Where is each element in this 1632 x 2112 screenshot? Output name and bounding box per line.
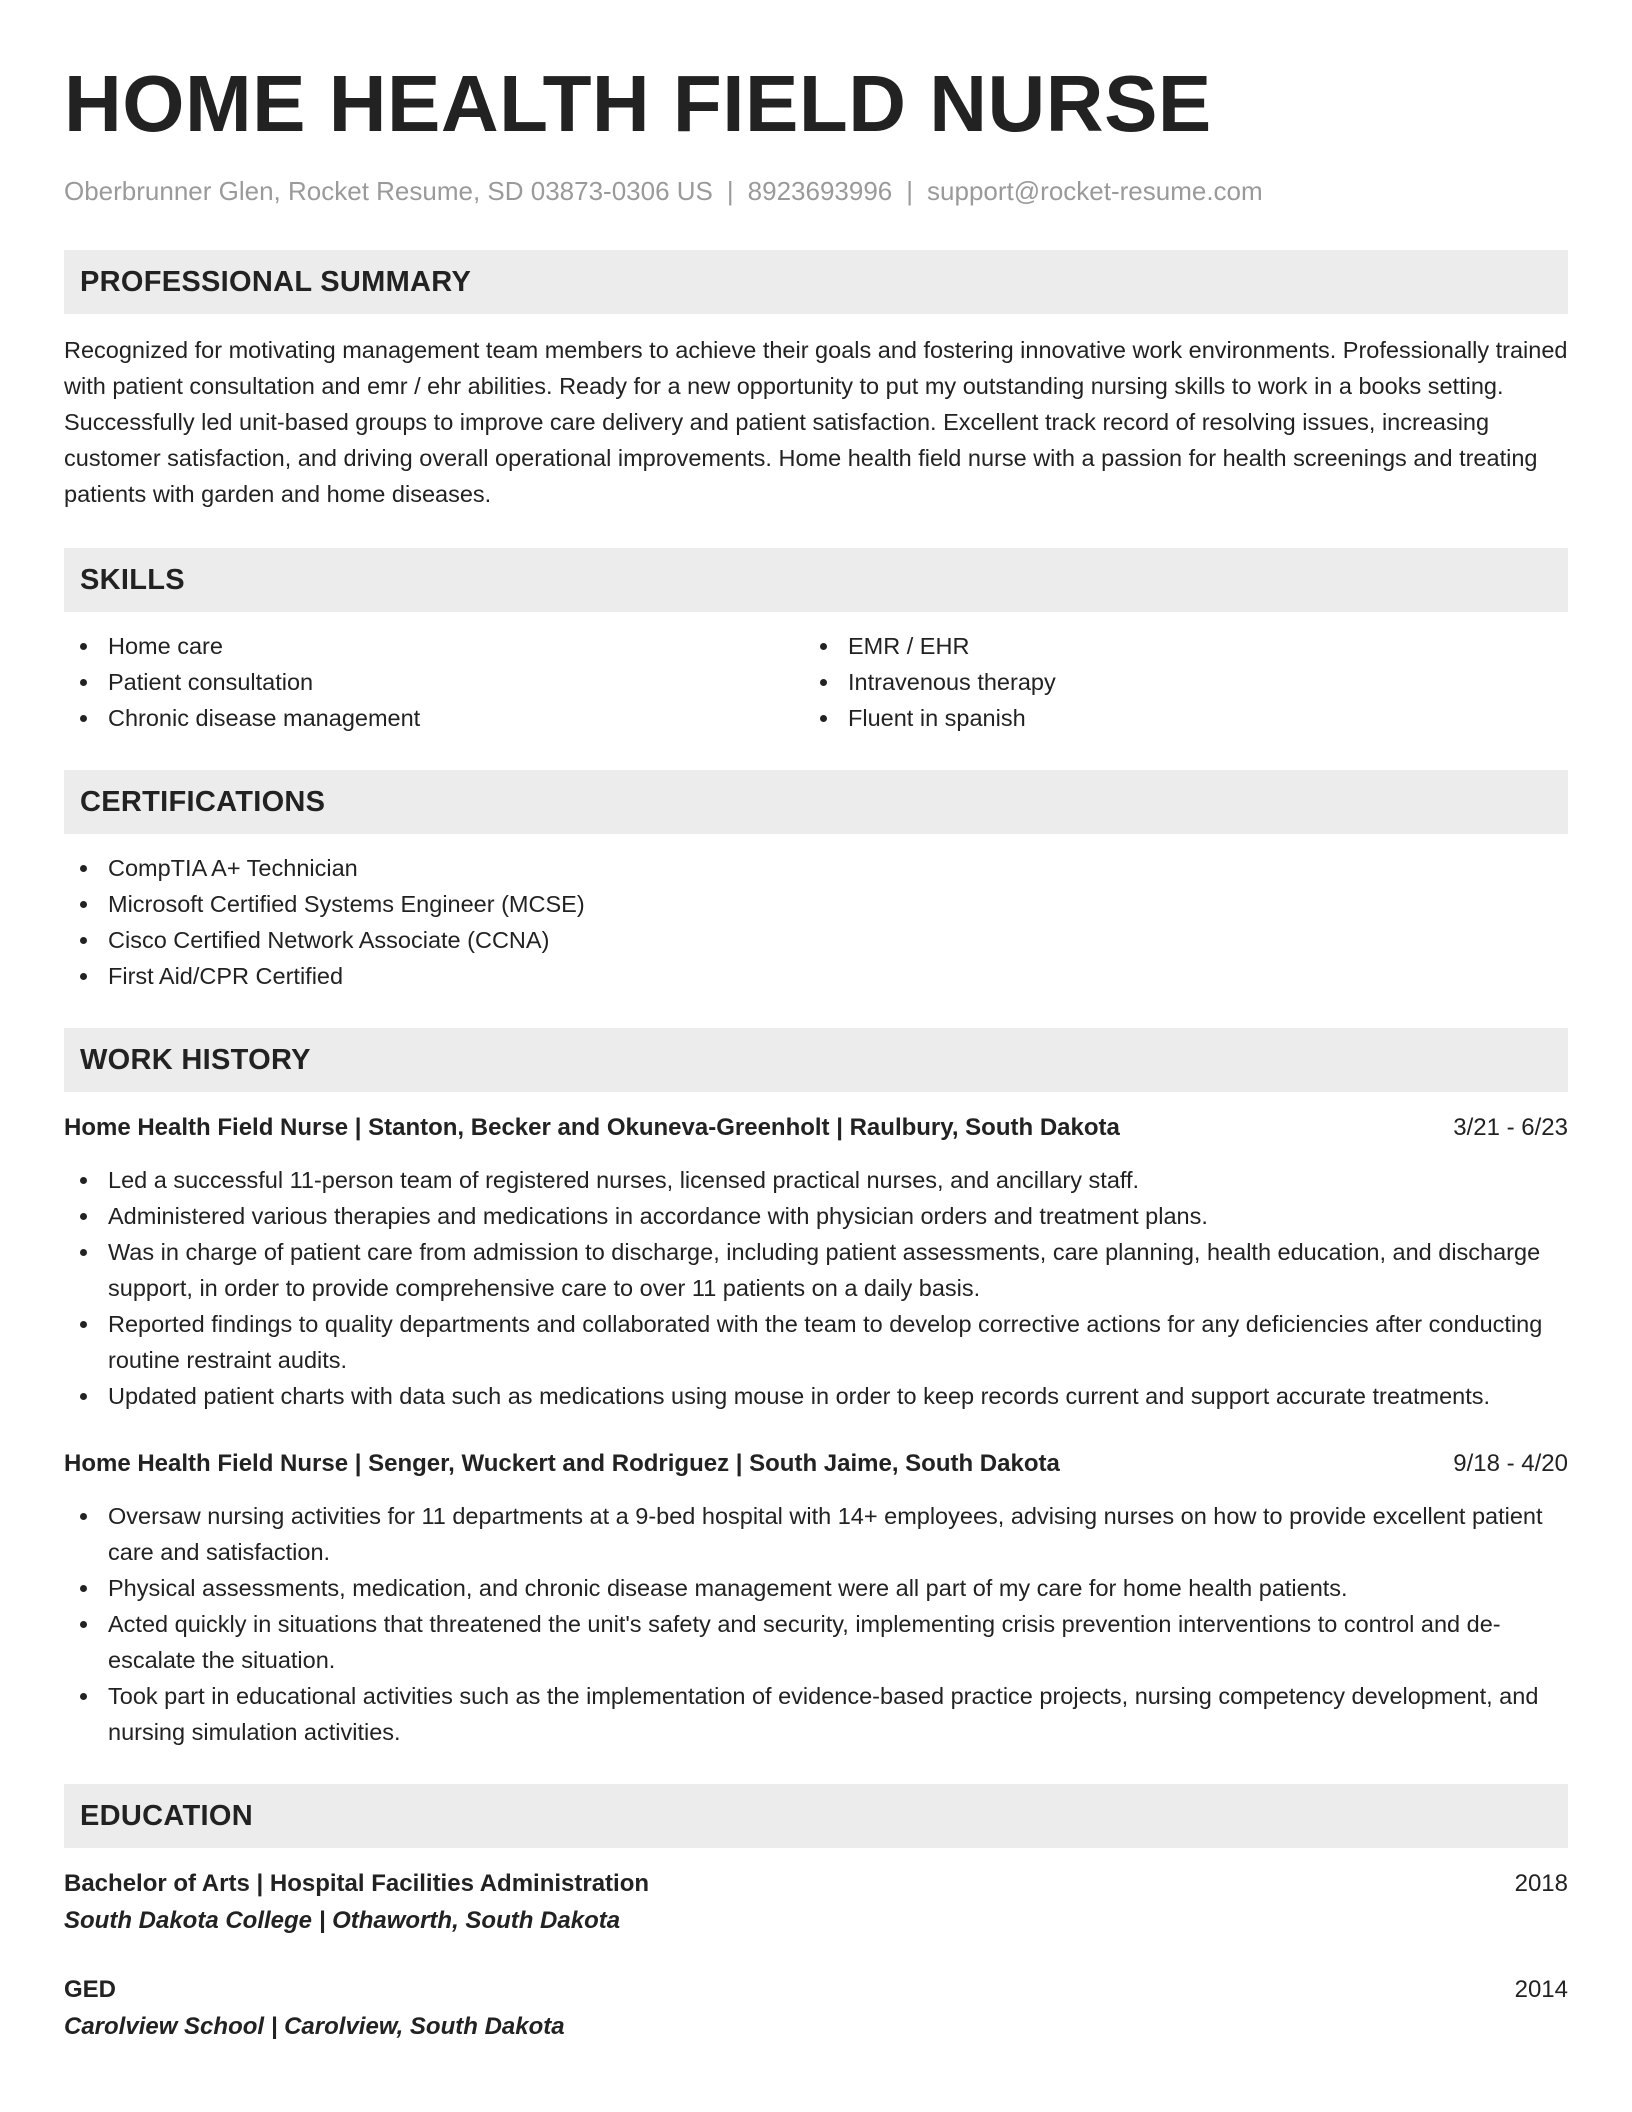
job-bullet: Reported findings to quality departments and collaborated with the team to develop corrective actions for any deficiencies after conducting routine restraint audits. xyxy=(64,1306,1568,1378)
job-bullet: Physical assessments, medication, and chronic disease management were all part of my care for home health patients. xyxy=(64,1570,1568,1606)
contact-email: support@rocket-resume.com xyxy=(927,176,1263,206)
summary-text: Recognized for motivating management team members to achieve their goals and fostering innovative work environments. Professionally trained with patient consultation and emr / ehr abilities. Ready for a new opportunity to put my outstanding nursing skills to work in a books setting. Successfully led unit-based groups to improve care delivery and patient satisfaction. Excellent track record of resolving issues, increasing customer satisfaction, and driving overall operational improvements. Home health field nurse with a passion for health screenings and treating patients with garden and home diseases. xyxy=(64,337,1568,507)
job-bullet: Led a successful 11-person team of registered nurses, licensed practical nurses, and ancillary staff. xyxy=(64,1162,1568,1198)
skill-item: Home care xyxy=(64,628,804,664)
skill-item: Intravenous therapy xyxy=(804,664,1544,700)
education-year: 2018 xyxy=(1514,1870,1568,1897)
contact-separator: | xyxy=(726,176,734,206)
certifications-section xyxy=(64,770,1568,994)
education-heading-row xyxy=(64,1866,1568,1902)
skill-item: Patient consultation xyxy=(64,664,804,700)
skills-right-list xyxy=(804,628,1544,736)
education-entry xyxy=(64,1866,1568,1940)
contact-phone: 8923693996 xyxy=(747,176,893,206)
education-year: 2014 xyxy=(1514,1976,1568,2003)
job-title: Home Health Field Nurse | Senger, Wuckert and Rodriguez | South Jaime, South Dakota xyxy=(64,1450,1060,1477)
contact-line xyxy=(64,174,1568,208)
job-bullets xyxy=(64,1498,1568,1750)
education-school: Carolview School | Carolview, South Dakota xyxy=(64,2013,565,2040)
job-bullet: Updated patient charts with data such as medications using mouse in order to keep records current and support accurate treatments. xyxy=(64,1378,1568,1414)
certification-item: First Aid/CPR Certified xyxy=(64,958,1568,994)
job-bullets xyxy=(64,1162,1568,1414)
skill-item: Chronic disease management xyxy=(64,700,804,736)
job-heading-row xyxy=(64,1110,1568,1146)
certification-item: Cisco Certified Network Associate (CCNA) xyxy=(64,922,1568,958)
skills-columns xyxy=(64,628,1568,736)
job-bullet: Was in charge of patient care from admission to discharge, including patient assessments, care planning, health education, and discharge support, in order to provide comprehensive care to over 11 patients on a daily basis. xyxy=(64,1234,1568,1306)
skills-left-list xyxy=(64,628,804,736)
section-header-education: EDUCATION xyxy=(64,1784,1568,1848)
job-heading-row xyxy=(64,1446,1568,1482)
job-bullet: Oversaw nursing activities for 11 departments at a 9-bed hospital with 14+ employees, advising nurses on how to provide excellent patient care and satisfaction. xyxy=(64,1498,1568,1570)
job-entry xyxy=(64,1110,1568,1414)
skill-item: Fluent in spanish xyxy=(804,700,1544,736)
skills-section xyxy=(64,548,1568,736)
skill-item: EMR / EHR xyxy=(804,628,1544,664)
resume-name: HOME HEALTH FIELD NURSE xyxy=(64,59,1212,148)
section-header-summary: PROFESSIONAL SUMMARY xyxy=(64,250,1568,314)
job-bullet: Took part in educational activities such as the implementation of evidence-based practice projects, nursing competency development, and nursing simulation activities. xyxy=(64,1678,1568,1750)
job-entry xyxy=(64,1446,1568,1750)
education-heading-row xyxy=(64,1972,1568,2008)
section-header-skills: SKILLS xyxy=(64,548,1568,612)
certification-item: CompTIA A+ Technician xyxy=(64,850,1568,886)
education-degree: Bachelor of Arts | Hospital Facilities Administration xyxy=(64,1870,650,1897)
education-school: South Dakota College | Othaworth, South Dakota xyxy=(64,1907,621,1934)
education-entry xyxy=(64,1972,1568,2046)
contact-separator: | xyxy=(906,176,914,206)
job-bullet: Acted quickly in situations that threatened the unit's safety and security, implementing crisis prevention interventions to control and de-escalate the situation. xyxy=(64,1606,1568,1678)
education-degree: GED xyxy=(64,1976,117,2003)
job-dates: 9/18 - 4/20 xyxy=(1453,1450,1568,1477)
job-title: Home Health Field Nurse | Stanton, Becker and Okuneva-Greenholt | Raulbury, South Dakota xyxy=(64,1114,1120,1141)
work-history-section xyxy=(64,1028,1568,1750)
certification-item: Microsoft Certified Systems Engineer (MCSE) xyxy=(64,886,1568,922)
section-header-work-history: WORK HISTORY xyxy=(64,1028,1568,1092)
job-dates: 3/21 - 6/23 xyxy=(1453,1114,1568,1141)
job-bullet: Administered various therapies and medications in accordance with physician orders and treatment plans. xyxy=(64,1198,1568,1234)
certifications-list xyxy=(64,850,1568,994)
contact-address: Oberbrunner Glen, Rocket Resume, SD 03873-0306 US xyxy=(64,176,713,206)
section-header-certifications: CERTIFICATIONS xyxy=(64,770,1568,834)
education-section xyxy=(64,1784,1568,2046)
summary-section xyxy=(64,250,1568,512)
